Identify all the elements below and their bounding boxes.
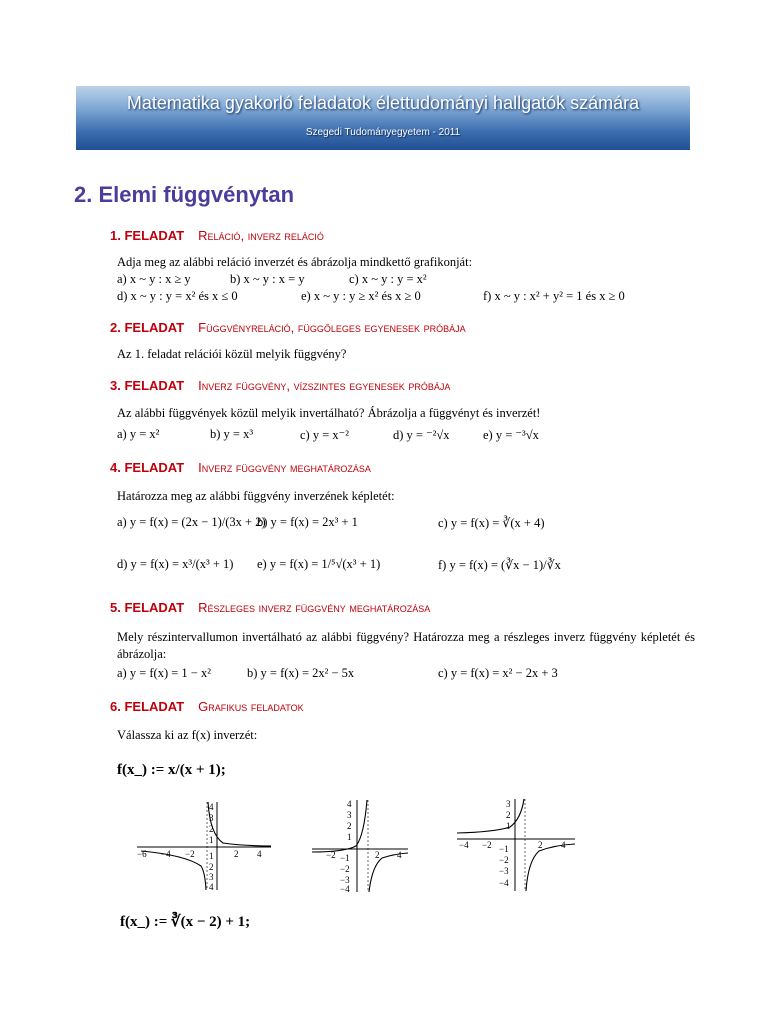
task-1-title: Reláció, inverz reláció: [198, 228, 324, 243]
graph-2-y-tick-3: 1: [347, 832, 352, 842]
task-2-intro: Az 1. feladat relációi közül melyik függvény?: [117, 347, 347, 361]
graph-1-left-branch: [141, 851, 206, 890]
task-2-heading: [110, 320, 466, 335]
graph-3-y-tick-2: 1: [506, 821, 511, 831]
task-5-item-c: c) y = f(x) = x² − 2x + 3: [438, 666, 558, 680]
task-3-item-c: c) y = x⁻²: [300, 428, 349, 442]
graph-2-x-tick-2: 4: [397, 850, 402, 860]
graph-3-x-tick-0: −4: [459, 840, 469, 850]
task-3-item-d: d) y = ⁻²√x: [393, 428, 450, 442]
graph-2-y-tick-0: 4: [347, 799, 352, 809]
chapter-title: 2. Elemi függvénytan: [74, 182, 295, 207]
banner-title: Matematika gyakorló feladatok élettudományi hallgatók számára: [126, 93, 640, 113]
graph-1-x-tick-0: −6: [137, 849, 147, 859]
formula-1: f(x_) := x/(x + 1);: [117, 762, 226, 778]
graph-3-x-tick-1: −2: [482, 840, 492, 850]
graph-1-y-tick-5: 2: [209, 862, 214, 872]
graph-3-x-tick-3: 4: [561, 840, 566, 850]
task-5-item-a: a) y = f(x) = 1 − x²: [117, 666, 211, 680]
graph-1-y-tick-2: 2: [209, 824, 214, 834]
graph-1-y-tick-3: 1: [209, 835, 214, 845]
graph-3: [455, 797, 577, 893]
task-5-title: Részleges inverz függvény meghatározása: [198, 600, 431, 615]
graph-2: [310, 798, 410, 894]
graph-3-y-tick-4: −2: [499, 855, 509, 865]
task-4-heading: [110, 460, 371, 475]
graph-3-right-branch: [526, 844, 575, 891]
task-2-title: Függvényreláció, függőleges egyenesek próbája: [198, 320, 466, 335]
task-4-item-a: a) y = f(x) = (2x − 1)/(3x + 2): [117, 515, 266, 529]
graph-3-x-tick-2: 2: [538, 840, 543, 850]
task-1-item-c: c) x ~ y : y = x²: [349, 272, 427, 286]
task-4-item-c: c) y = f(x) = ∛(x + 4): [438, 516, 545, 530]
graph-1-y-tick-0: 4: [209, 802, 214, 812]
graph-2-y-tick-5: −2: [340, 864, 350, 874]
task-4-item-d: d) y = f(x) = x³/(x³ + 1): [117, 557, 234, 571]
task-3-title: Inverz függvény, vízszintes egyenesek próbája: [198, 378, 451, 393]
task-6-title: Grafikus feladatok: [198, 699, 304, 714]
task-5-intro: Mely részintervallumon invertálható az alábbi függvény? Határozza meg a részleges inverz függvény képletét és ábrázolja:: [117, 630, 695, 661]
task-1-intro: Adja meg az alábbi reláció inverzét és ábrázolja mindkettő grafikonját:: [117, 255, 473, 269]
graph-1: [135, 800, 275, 892]
graph-3-y-tick-0: 3: [506, 799, 511, 809]
task-4-number: 4. FELADAT: [110, 460, 185, 475]
graph-1-x-tick-1: −4: [161, 849, 171, 859]
graph-1-x-tick-4: 4: [257, 849, 262, 859]
graph-3-y-tick-3: −1: [499, 844, 509, 854]
banner-subtitle: Szegedi Tudományegyetem - 2011: [305, 127, 461, 138]
task-1-item-d: d) x ~ y : y = x² és x ≤ 0: [117, 289, 238, 303]
task-1-item-f: f) x ~ y : x² + y² = 1 és x ≥ 0: [483, 289, 625, 303]
graph-3-left-branch: [457, 799, 524, 833]
graph-2-left-branch: [312, 800, 367, 852]
header-banner: [76, 86, 690, 150]
graph-2-x-tick-0: −2: [326, 850, 336, 860]
task-2-number: 2. FELADAT: [110, 320, 185, 335]
task-6-number: 6. FELADAT: [110, 699, 185, 714]
graph-1-y-tick-4: 1: [209, 851, 214, 861]
graph-1-x-tick-2: −2: [185, 849, 195, 859]
task-3-item-b: b) y = x³: [210, 427, 254, 441]
task-4-item-b: b) y = f(x) = 2x³ + 1: [257, 515, 358, 529]
graph-2-y-tick-4: −1: [340, 853, 350, 863]
task-3-number: 3. FELADAT: [110, 378, 185, 393]
graph-1-y-tick-7: 4: [209, 882, 214, 892]
task-6-heading: [110, 699, 304, 714]
task-3-heading: [110, 378, 450, 393]
task-4-item-f: f) y = f(x) = (∛x − 1)/∛x: [438, 558, 561, 572]
task-4-title: Inverz függvény meghatározása: [198, 460, 371, 475]
graph-1-y-tick-6: 3: [209, 872, 214, 882]
graph-1-x-tick-3: 2: [234, 849, 239, 859]
task-5-item-b: b) y = f(x) = 2x² − 5x: [247, 666, 355, 680]
task-5-number: 5. FELADAT: [110, 600, 185, 615]
task-3-item-e: e) y = ⁻³√x: [483, 428, 539, 442]
task-1-item-b: b) x ~ y : x = y: [230, 272, 305, 286]
task-1-heading: [110, 228, 324, 243]
graph-1-y-tick-1: 3: [209, 813, 214, 823]
graph-2-y-tick-7: −4: [340, 884, 350, 894]
task-4-item-e: e) y = f(x) = 1/⁵√(x³ + 1): [257, 557, 381, 571]
graph-2-y-tick-6: −3: [340, 875, 350, 885]
graph-3-y-tick-1: 2: [506, 810, 511, 820]
graph-3-y-tick-6: −4: [499, 878, 509, 888]
task-1-item-a: a) x ~ y : x ≥ y: [117, 272, 191, 286]
formula-2: f(x_) := ∛(x − 2) + 1;: [120, 914, 251, 930]
task-1-number: 1. FELADAT: [110, 228, 185, 243]
task-1-item-e: e) x ~ y : y ≥ x² és x ≥ 0: [301, 289, 421, 303]
task-4-intro: Határozza meg az alábbi függvény inverzének képletét:: [117, 489, 395, 503]
task-6-intro: Válassza ki az f(x) inverzét:: [117, 728, 258, 742]
graph-2-x-tick-1: 2: [375, 850, 380, 860]
task-5-heading: [110, 600, 430, 615]
graph-3-y-tick-5: −3: [499, 866, 509, 876]
task-3-item-a: a) y = x²: [117, 427, 160, 441]
graph-2-y-tick-2: 2: [347, 821, 352, 831]
task-3-intro: Az alábbi függvények közül melyik invertálható? Ábrázolja a függvényt és inverzét!: [117, 406, 541, 420]
graph-2-y-tick-1: 3: [347, 810, 352, 820]
